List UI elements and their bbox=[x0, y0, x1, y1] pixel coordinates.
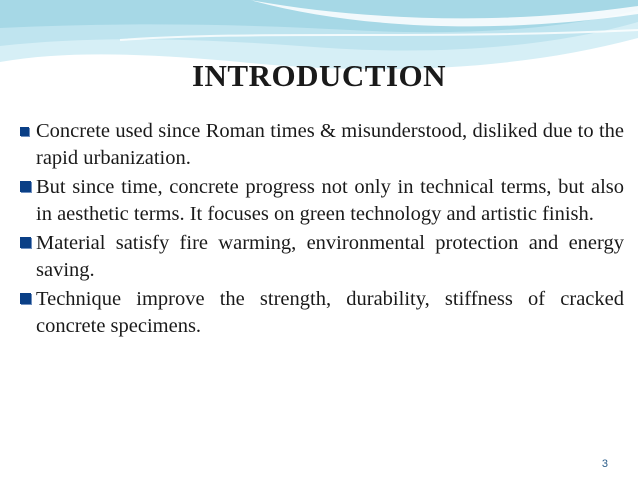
square-bullet-icon bbox=[20, 181, 31, 192]
bullet-text: Material satisfy fire warming, environmental protection and energy saving. bbox=[36, 232, 624, 281]
bullet-text: Concrete used since Roman times & misunderstood, disliked due to the rapid urbanization. bbox=[36, 120, 624, 169]
square-bullet-icon bbox=[20, 237, 31, 248]
square-bullet-icon bbox=[20, 293, 31, 304]
page-number: 3 bbox=[601, 458, 608, 470]
bullet-text: But since time, concrete progress not only in technical terms, but also in aesthetic terms. It focuses on green technology and artistic finish. bbox=[36, 176, 624, 225]
bullet-text: Technique improve the strength, durability, stiffness of cracked concrete specimens. bbox=[36, 288, 624, 337]
bullet-item bbox=[20, 118, 624, 172]
bullet-item bbox=[20, 230, 624, 284]
bullet-item bbox=[20, 286, 624, 340]
slide-title: INTRODUCTION bbox=[191, 58, 447, 93]
bullet-list bbox=[20, 118, 624, 342]
bullet-item bbox=[20, 174, 624, 228]
square-bullet-icon bbox=[20, 127, 29, 136]
